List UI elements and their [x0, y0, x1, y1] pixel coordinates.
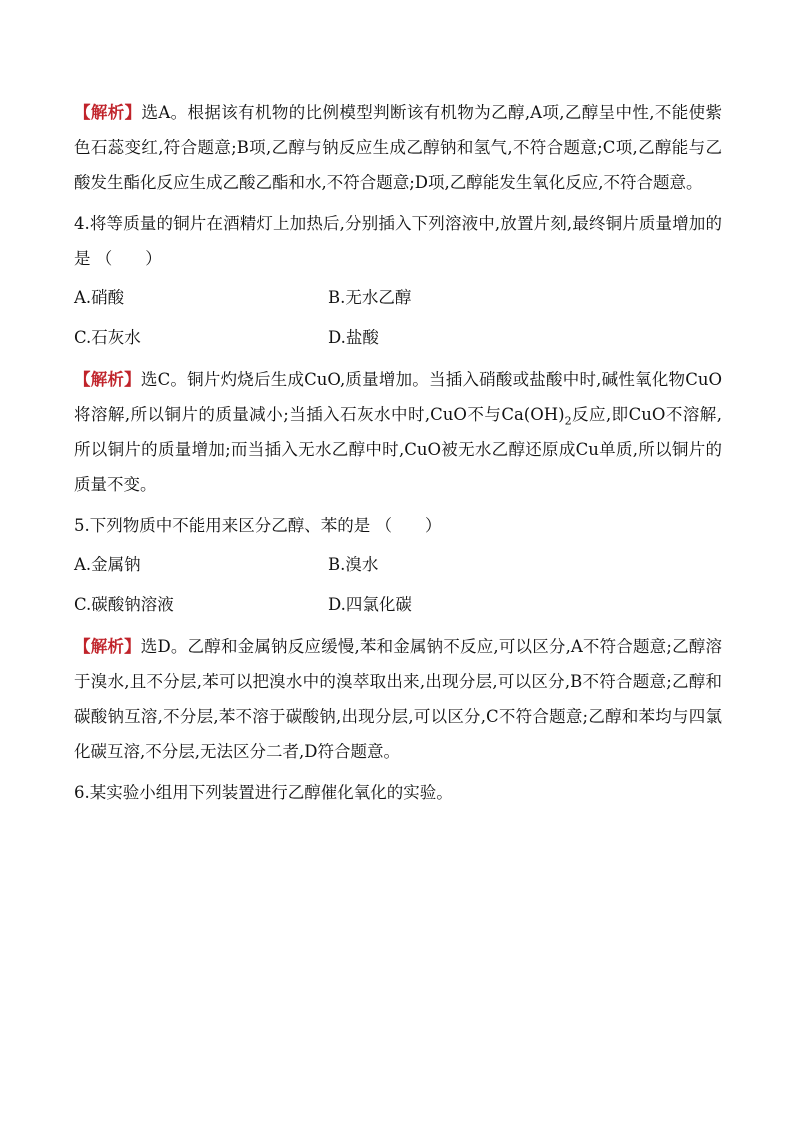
option-d: D.盐酸	[328, 328, 379, 347]
option-b: B.无水乙醇	[328, 288, 412, 307]
analysis-text: 选D。乙醇和金属钠反应缓慢,苯和金属钠不反应,可以区分,A不符合题意;乙醇溶于溴水,且不分层,苯可以把溴水中的溴萃取出来,出现分层,可以区分,B不符合题意;乙醇和碳酸钠互溶,不分层,苯不溶于碳酸钠,出现分层,可以区分,C不符合题意;乙醇和苯均与四氯化碳互溶,不分层,无法区分二者,D符合题意。	[74, 637, 722, 761]
option-a: A.硝酸	[74, 288, 125, 307]
option-a: A.金属钠	[74, 555, 141, 574]
option-c: C.石灰水	[74, 328, 141, 347]
analysis-tag: 【解析】	[74, 103, 142, 122]
question-5-options	[74, 547, 722, 623]
analysis-q5	[74, 629, 722, 769]
question-6-stem: 6.某实验小组用下列装置进行乙醇催化氧化的实验。	[74, 783, 453, 802]
option-d: D.四氯化碳	[328, 595, 412, 614]
question-4-options	[74, 280, 722, 356]
analysis-text-part2: 反应,即CuO不溶解,所以铜片的质量增加;而当插入无水乙醇中时,CuO被无水乙醇还原成Cu单质,所以铜片的质量不变。	[74, 405, 722, 494]
analysis-text-part1: 选C。铜片灼烧后生成CuO,质量增加。当插入硝酸或盐酸中时,碱性氧化物CuO将溶解,所以铜片的质量减小;当插入石灰水中时,CuO不与Ca(OH)	[74, 370, 722, 424]
analysis-q3	[74, 95, 722, 200]
question-5-stem: 5.下列物质中不能用来区分乙醇、苯的是 （ ）	[74, 516, 442, 535]
analysis-text: 选A。根据该有机物的比例模型判断该有机物为乙醇,A项,乙醇呈中性,不能使紫色石蕊变红,符合题意;B项,乙醇与钠反应生成乙醇钠和氢气,不符合题意;C项,乙醇能与乙酸发生酯化反应生成乙酸乙酯和水,不符合题意;D项,乙醇能发生氧化反应,不符合题意。	[74, 103, 722, 192]
analysis-tag: 【解析】	[74, 370, 141, 389]
question-4-stem: 4.将等质量的铜片在酒精灯上加热后,分别插入下列溶液中,放置片刻,最终铜片质量增加的是 （ ）	[74, 214, 722, 268]
option-b: B.溴水	[328, 555, 379, 574]
analysis-tag: 【解析】	[74, 637, 141, 656]
subscript: 2	[564, 414, 572, 428]
option-c: C.碳酸钠溶液	[74, 595, 174, 614]
document-page	[74, 95, 722, 814]
analysis-q4	[74, 362, 722, 502]
